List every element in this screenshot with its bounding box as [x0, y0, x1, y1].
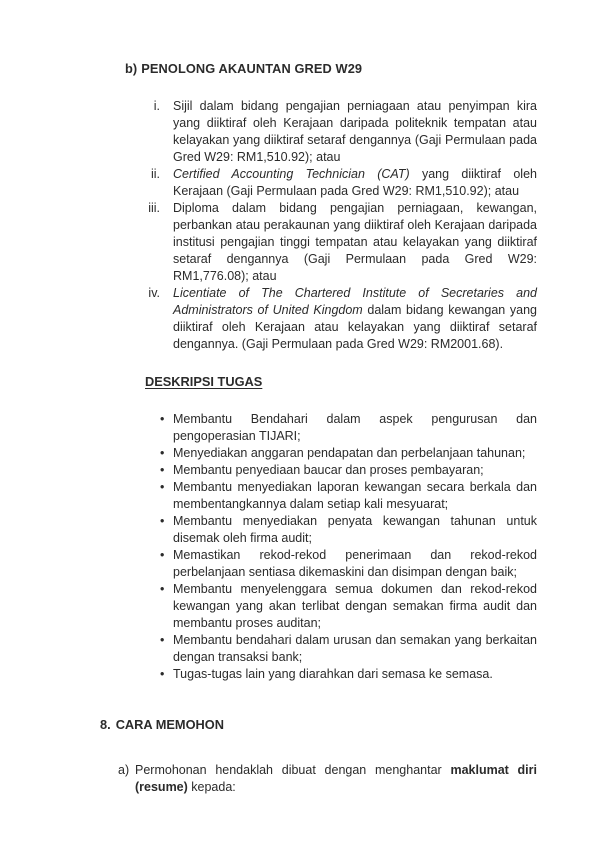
requirement-marker: iv. — [148, 286, 160, 300]
text-segment: Sijil dalam bidang pengajian perniagaan atau penyimpan kira yang diiktiraf oleh Kerajaan daripada politeknik tempatan atau kelayakan yang diiktiraf setaraf dengannya (Gaji Permulaan pada Gred W29: RM1,510.92); atau — [173, 99, 537, 164]
requirement-text — [173, 166, 537, 200]
text-segment-bold: maklumat diri (resume) — [135, 763, 537, 794]
duty-text: Memastikan rekod-rekod penerimaan dan rekod-rekod perbelanjaan sentiasa dikemaskini dan disimpan dengan baik; — [173, 548, 537, 579]
cara-memohon-title: CARA MEMOHON — [115, 717, 224, 732]
requirement-item-iv — [125, 285, 600, 353]
requirement-item-iii — [125, 200, 600, 285]
duty-text: Menyediakan anggaran pendapatan dan perbelanjaan tahunan; — [173, 446, 526, 460]
duty-text: Membantu bendahari dalam urusan dan semakan yang berkaitan dengan transaksi bank; — [173, 633, 537, 664]
section-heading-title: PENOLONG AKAUNTAN GRED W29 — [141, 61, 363, 76]
requirement-item-i — [125, 98, 600, 166]
text-segment: dalam bidang kewangan yang diiktiraf oleh Kerajaan atau kelayakan yang diiktiraf setaraf dengannya. (Gaji Permulaan pada Gred W29: RM2001.68). — [173, 303, 537, 351]
cara-memohon-number: 8. — [100, 717, 111, 732]
duty-text: Membantu penyediaan baucar dan proses pembayaran; — [173, 463, 484, 477]
section-heading-marker: b) — [125, 61, 138, 76]
requirement-text — [173, 98, 537, 166]
cara-memohon-heading — [100, 716, 600, 733]
requirement-marker: iii. — [148, 201, 160, 215]
text-segment: Diploma dalam bidang pengajian perniagaan, kewangan, perbankan atau perakaunan yang diiktiraf oleh Kerajaan daripada institusi pengajian tinggi tempatan atau kelayakan yang diiktiraf setaraf dengannya (Gaji Permulaan pada Gred W29: RM1,776.08); atau — [173, 201, 537, 283]
duty-text: Membantu menyediakan laporan kewangan secara berkala dan membentangkannya dalam setiap kali mesyuarat; — [173, 480, 537, 511]
text-segment-italic: Licentiate of The Chartered Institute of Secretaries and Administrators of United Kingdom — [173, 286, 537, 317]
qualification-requirements-list — [125, 98, 600, 353]
item-a-text — [135, 762, 537, 796]
duty-item — [160, 547, 600, 581]
duty-text: Membantu Bendahari dalam aspek pengurusan dan pengoperasian TIJARI; — [173, 412, 537, 443]
text-segment: Permohonan hendaklah dibuat dengan menghantar — [135, 763, 451, 777]
duty-item — [160, 411, 600, 445]
text-segment: kepada: — [187, 780, 236, 794]
duty-item — [160, 666, 600, 683]
section-heading-penolong-akauntan — [125, 60, 600, 77]
duty-text: Membantu menyediakan penyata kewangan tahunan untuk disemak oleh firma audit; — [173, 514, 537, 545]
bullet-icon: • — [160, 582, 165, 596]
bullet-icon: • — [160, 412, 165, 426]
requirement-marker: i. — [153, 99, 160, 113]
requirement-item-ii — [125, 166, 600, 200]
duties-list — [160, 411, 600, 683]
deskripsi-tugas-heading: DESKRIPSI TUGAS — [145, 374, 263, 389]
duty-item — [160, 445, 600, 462]
duty-item — [160, 581, 600, 632]
bullet-icon: • — [160, 463, 165, 477]
duty-item — [160, 462, 600, 479]
bullet-icon: • — [160, 446, 165, 460]
duty-item — [160, 479, 600, 513]
bullet-icon: • — [160, 480, 165, 494]
bullet-icon: • — [160, 633, 165, 647]
application-instruction-item-a — [118, 762, 600, 796]
text-segment-italic: Certified Accounting Technician (CAT) — [173, 167, 410, 181]
bullet-icon: • — [160, 667, 165, 681]
text-segment: yang diiktiraf oleh Kerajaan (Gaji Permulaan pada Gred W29: RM1,510.92); atau — [173, 167, 537, 198]
bullet-icon: • — [160, 514, 165, 528]
requirement-text — [173, 200, 537, 285]
duty-item — [160, 632, 600, 666]
requirement-text — [173, 285, 537, 353]
duty-text: Membantu menyelenggara semua dokumen dan rekod-rekod kewangan yang akan terlibat dengan semakan firma audit dan membantu proses auditan; — [173, 582, 537, 630]
item-a-marker: a) — [118, 763, 130, 777]
requirement-marker: ii. — [150, 167, 160, 181]
duty-text: Tugas-tugas lain yang diarahkan dari semasa ke semasa. — [173, 667, 493, 681]
bullet-icon: • — [160, 548, 165, 562]
duty-item — [160, 513, 600, 547]
